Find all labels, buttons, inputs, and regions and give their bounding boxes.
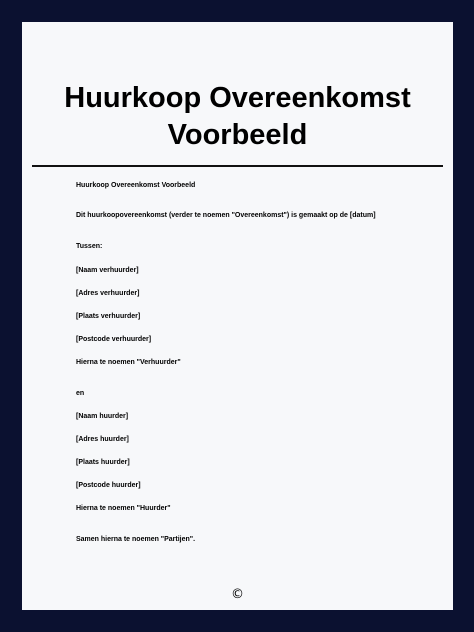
doc-heading: Huurkoop Overeenkomst Voorbeeld <box>76 182 196 189</box>
document-page <box>22 22 453 610</box>
title-divider <box>32 165 443 167</box>
copyright-icon: © <box>231 587 244 602</box>
intro-text: Dit huurkoopovereenkomst (verder te noemen "Overeenkomst") is gemaakt op de [datum] <box>76 212 376 219</box>
landlord-name: [Naam verhuurder] <box>76 267 139 274</box>
tenant-alias: Hierna te noemen "Huurder" <box>76 505 171 512</box>
title-line-2: Voorbeeld <box>167 119 308 151</box>
landlord-alias: Hierna te noemen "Verhuurder" <box>76 359 181 366</box>
landlord-postcode: [Postcode verhuurder] <box>76 336 152 343</box>
tenant-city: [Plaats huurder] <box>76 459 130 466</box>
landlord-address: [Adres verhuurder] <box>76 290 140 297</box>
between-label: Tussen: <box>76 243 103 250</box>
and-label: en <box>76 390 85 397</box>
parties-alias: Samen hierna te noemen "Partijen". <box>76 536 196 543</box>
document-title <box>22 80 453 154</box>
landlord-city: [Plaats verhuurder] <box>76 313 141 320</box>
title-line-1: Huurkoop Overeenkomst <box>64 82 411 114</box>
tenant-name: [Naam huurder] <box>76 413 129 420</box>
tenant-address: [Adres huurder] <box>76 436 129 443</box>
tenant-postcode: [Postcode huurder] <box>76 482 141 489</box>
